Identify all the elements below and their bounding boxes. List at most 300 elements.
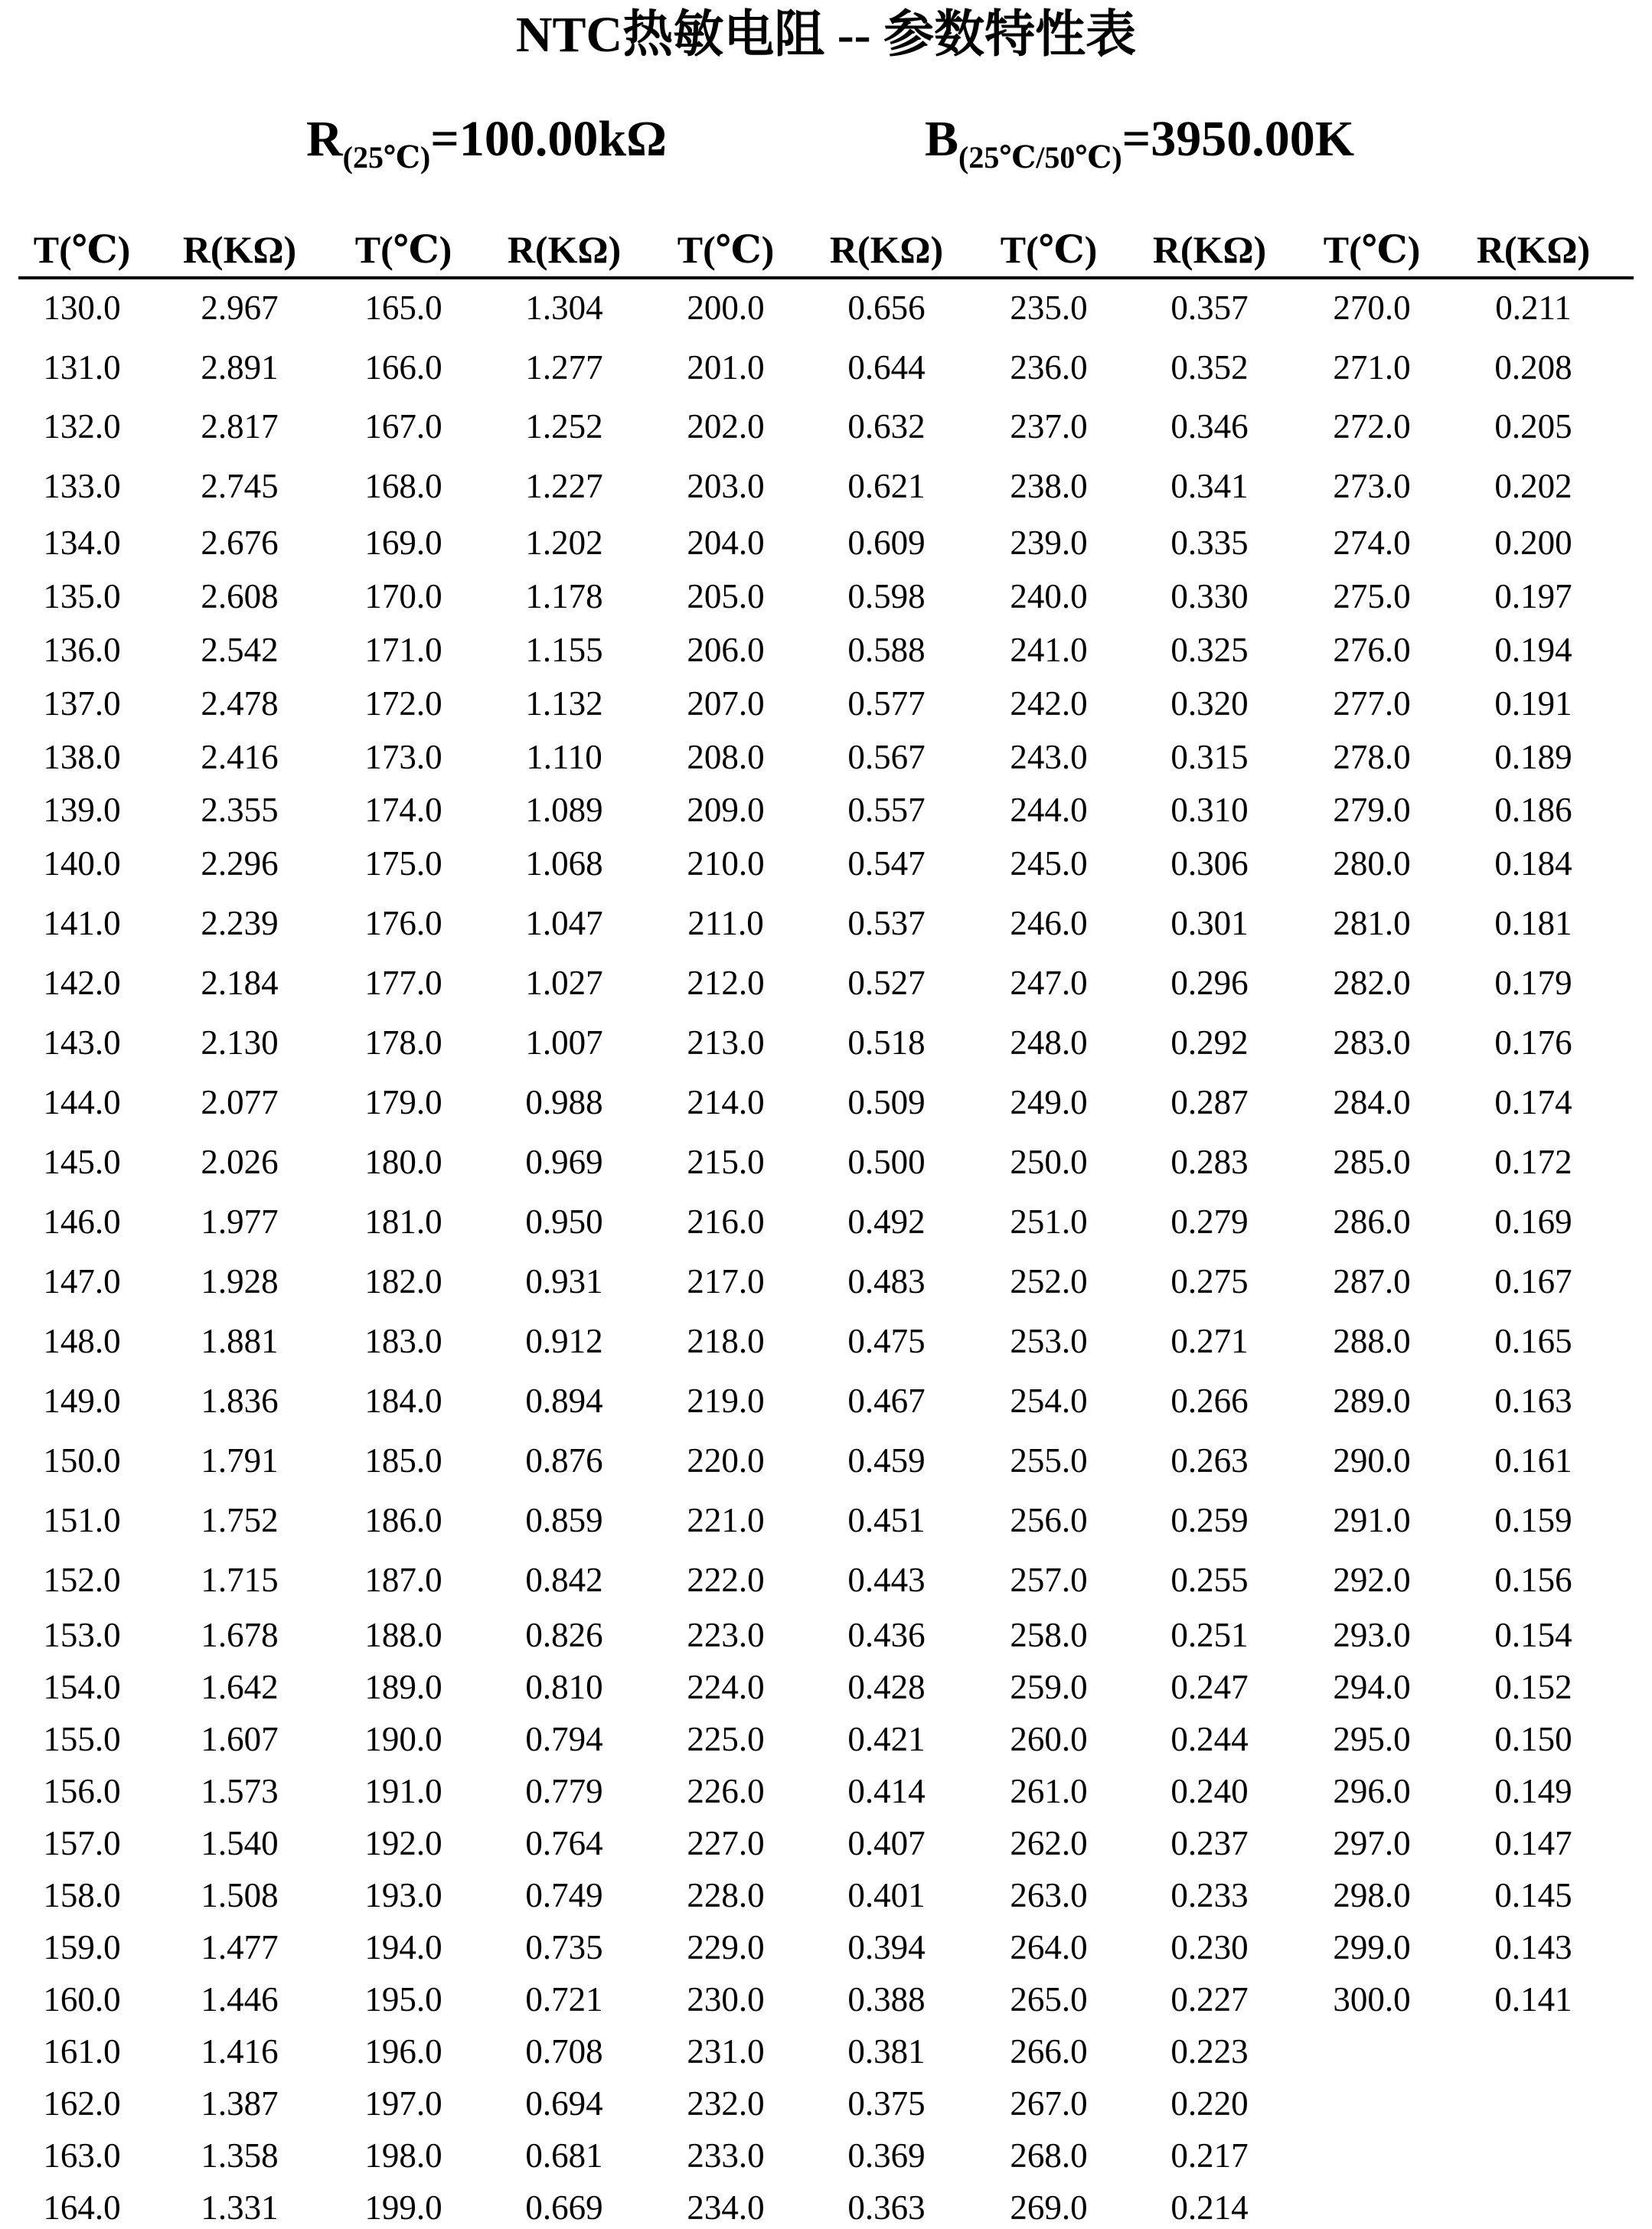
temperature-cell: 280.0 xyxy=(1333,844,1411,883)
resistance-cell: 0.259 xyxy=(1170,1501,1249,1539)
temperature-cell: 282.0 xyxy=(1333,964,1411,1002)
temperature-cell: 187.0 xyxy=(364,1561,442,1599)
header-divider xyxy=(18,276,1634,279)
temperature-column-header: T(℃) xyxy=(354,228,452,271)
resistance-column-header: R(KΩ) xyxy=(1152,228,1267,271)
temperature-cell: 191.0 xyxy=(364,1772,442,1810)
temperature-cell: 256.0 xyxy=(1010,1501,1088,1539)
resistance-cell: 0.407 xyxy=(847,1824,926,1862)
resistance-param-value: =100.00kΩ xyxy=(430,111,667,167)
resistance-cell: 2.077 xyxy=(201,1083,279,1121)
temperature-cell: 183.0 xyxy=(364,1322,442,1360)
temperature-cell: 211.0 xyxy=(687,904,764,942)
resistance-cell: 0.266 xyxy=(1170,1382,1249,1420)
temperature-cell: 170.0 xyxy=(364,577,442,615)
temperature-column-header: T(℃) xyxy=(33,228,131,271)
temperature-cell: 275.0 xyxy=(1333,577,1411,615)
temperature-cell: 154.0 xyxy=(43,1668,121,1706)
resistance-cell: 0.557 xyxy=(847,791,926,829)
resistance-cell: 0.172 xyxy=(1494,1143,1572,1181)
temperature-cell: 199.0 xyxy=(364,2188,442,2227)
temperature-cell: 215.0 xyxy=(687,1143,765,1181)
resistance-cell: 1.881 xyxy=(201,1322,279,1360)
temperature-cell: 136.0 xyxy=(43,631,121,669)
resistance-cell: 1.178 xyxy=(525,577,603,615)
resistance-cell: 0.330 xyxy=(1170,577,1249,615)
temperature-cell: 160.0 xyxy=(43,1980,121,2019)
temperature-cell: 131.0 xyxy=(43,348,121,387)
resistance-cell: 0.632 xyxy=(847,407,926,445)
resistance-cell: 1.540 xyxy=(201,1824,279,1862)
resistance-cell: 0.202 xyxy=(1494,467,1572,505)
resistance-cell: 0.169 xyxy=(1494,1203,1572,1241)
temperature-cell: 133.0 xyxy=(43,467,121,505)
temperature-cell: 175.0 xyxy=(364,844,442,883)
resistance-cell: 2.478 xyxy=(201,684,279,723)
resistance-cell: 0.537 xyxy=(847,904,926,942)
resistance-cell: 0.421 xyxy=(847,1720,926,1758)
resistance-cell: 0.306 xyxy=(1170,844,1249,883)
resistance-cell: 0.233 xyxy=(1170,1876,1249,1914)
temperature-cell: 253.0 xyxy=(1010,1322,1088,1360)
resistance-param xyxy=(306,109,667,188)
resistance-cell: 0.369 xyxy=(847,2136,926,2175)
temperature-cell: 251.0 xyxy=(1010,1203,1088,1241)
temperature-cell: 252.0 xyxy=(1010,1262,1088,1301)
resistance-cell: 0.223 xyxy=(1170,2032,1249,2071)
resistance-cell: 0.287 xyxy=(1170,1083,1249,1121)
resistance-cell: 1.678 xyxy=(201,1616,279,1654)
resistance-cell: 1.752 xyxy=(201,1501,279,1539)
resistance-cell: 0.694 xyxy=(525,2084,603,2123)
temperature-cell: 152.0 xyxy=(43,1561,121,1599)
resistance-cell: 0.681 xyxy=(525,2136,603,2175)
temperature-cell: 292.0 xyxy=(1333,1561,1411,1599)
resistance-cell: 0.191 xyxy=(1494,684,1572,723)
temperature-cell: 220.0 xyxy=(687,1441,765,1480)
resistance-cell: 0.341 xyxy=(1170,467,1249,505)
temperature-cell: 268.0 xyxy=(1010,2136,1088,2175)
resistance-column-header: R(KΩ) xyxy=(1476,228,1591,271)
resistance-cell: 2.676 xyxy=(201,524,279,562)
resistance-cell: 2.184 xyxy=(201,964,279,1002)
resistance-cell: 0.335 xyxy=(1170,524,1249,562)
temperature-cell: 194.0 xyxy=(364,1928,442,1966)
resistance-param-symbol: R xyxy=(306,111,343,167)
resistance-cell: 0.283 xyxy=(1170,1143,1249,1181)
temperature-cell: 232.0 xyxy=(687,2084,765,2123)
resistance-cell: 0.296 xyxy=(1170,964,1249,1002)
temperature-cell: 286.0 xyxy=(1333,1203,1411,1241)
resistance-cell: 1.836 xyxy=(201,1382,279,1420)
resistance-cell: 0.227 xyxy=(1170,1980,1249,2019)
resistance-cell: 0.163 xyxy=(1494,1382,1572,1420)
resistance-cell: 0.577 xyxy=(847,684,926,723)
resistance-cell: 0.381 xyxy=(847,2032,926,2071)
resistance-cell: 0.247 xyxy=(1170,1668,1249,1706)
resistance-cell: 0.161 xyxy=(1494,1441,1572,1480)
temperature-cell: 245.0 xyxy=(1010,844,1088,883)
resistance-cell: 0.176 xyxy=(1494,1023,1572,1062)
resistance-cell: 0.492 xyxy=(847,1203,926,1241)
resistance-cell: 0.794 xyxy=(525,1720,603,1758)
resistance-cell: 1.358 xyxy=(201,2136,279,2175)
resistance-cell: 1.227 xyxy=(525,467,603,505)
temperature-cell: 210.0 xyxy=(687,844,765,883)
temperature-cell: 241.0 xyxy=(1010,631,1088,669)
temperature-cell: 174.0 xyxy=(364,791,442,829)
temperature-cell: 230.0 xyxy=(687,1980,765,2019)
temperature-cell: 279.0 xyxy=(1333,791,1411,829)
temperature-cell: 162.0 xyxy=(43,2084,121,2123)
temperature-cell: 205.0 xyxy=(687,577,765,615)
temperature-cell: 146.0 xyxy=(43,1203,121,1241)
resistance-cell: 0.588 xyxy=(847,631,926,669)
temperature-cell: 284.0 xyxy=(1333,1083,1411,1121)
resistance-cell: 0.255 xyxy=(1170,1561,1249,1599)
temperature-cell: 272.0 xyxy=(1333,407,1411,445)
temperature-cell: 149.0 xyxy=(43,1382,121,1420)
temperature-cell: 208.0 xyxy=(687,738,765,776)
temperature-cell: 161.0 xyxy=(43,2032,121,2071)
temperature-cell: 141.0 xyxy=(43,904,121,942)
temperature-cell: 273.0 xyxy=(1333,467,1411,505)
temperature-column-header: T(℃) xyxy=(1000,228,1098,271)
b-value-param-symbol: B xyxy=(925,111,959,167)
resistance-cell: 1.047 xyxy=(525,904,603,942)
temperature-cell: 237.0 xyxy=(1010,407,1088,445)
resistance-cell: 1.446 xyxy=(201,1980,279,2019)
resistance-cell: 0.876 xyxy=(525,1441,603,1480)
temperature-cell: 276.0 xyxy=(1333,631,1411,669)
temperature-column-header: T(℃) xyxy=(1323,228,1421,271)
temperature-cell: 243.0 xyxy=(1010,738,1088,776)
resistance-cell: 0.141 xyxy=(1494,1980,1572,2019)
resistance-cell: 0.165 xyxy=(1494,1322,1572,1360)
temperature-cell: 277.0 xyxy=(1333,684,1411,723)
resistance-cell: 0.656 xyxy=(847,289,926,327)
temperature-cell: 222.0 xyxy=(687,1561,765,1599)
temperature-cell: 192.0 xyxy=(364,1824,442,1862)
resistance-cell: 0.325 xyxy=(1170,631,1249,669)
temperature-cell: 219.0 xyxy=(687,1382,765,1420)
resistance-cell: 0.842 xyxy=(525,1561,603,1599)
resistance-cell: 0.263 xyxy=(1170,1441,1249,1480)
temperature-cell: 186.0 xyxy=(364,1501,442,1539)
temperature-cell: 294.0 xyxy=(1333,1668,1411,1706)
resistance-cell: 0.200 xyxy=(1494,524,1572,562)
resistance-cell: 0.894 xyxy=(525,1382,603,1420)
temperature-cell: 143.0 xyxy=(43,1023,121,1062)
temperature-cell: 231.0 xyxy=(687,2032,765,2071)
temperature-cell: 255.0 xyxy=(1010,1441,1088,1480)
resistance-cell: 0.292 xyxy=(1170,1023,1249,1062)
temperature-cell: 206.0 xyxy=(687,631,765,669)
resistance-column-header: R(KΩ) xyxy=(507,228,622,271)
temperature-cell: 263.0 xyxy=(1010,1876,1088,1914)
temperature-cell: 283.0 xyxy=(1333,1023,1411,1062)
resistance-cell: 1.477 xyxy=(201,1928,279,1966)
resistance-cell: 0.237 xyxy=(1170,1824,1249,1862)
temperature-cell: 157.0 xyxy=(43,1824,121,1862)
resistance-cell: 0.509 xyxy=(847,1083,926,1121)
resistance-cell: 1.027 xyxy=(525,964,603,1002)
resistance-cell: 0.357 xyxy=(1170,289,1249,327)
temperature-cell: 173.0 xyxy=(364,738,442,776)
temperature-cell: 167.0 xyxy=(364,407,442,445)
temperature-cell: 153.0 xyxy=(43,1616,121,1654)
resistance-cell: 1.791 xyxy=(201,1441,279,1480)
resistance-cell: 0.346 xyxy=(1170,407,1249,445)
resistance-cell: 0.459 xyxy=(847,1441,926,1480)
resistance-cell: 0.609 xyxy=(847,524,926,562)
temperature-cell: 200.0 xyxy=(687,289,765,327)
temperature-cell: 235.0 xyxy=(1010,289,1088,327)
resistance-cell: 0.475 xyxy=(847,1322,926,1360)
temperature-cell: 261.0 xyxy=(1010,1772,1088,1810)
resistance-cell: 1.155 xyxy=(525,631,603,669)
temperature-cell: 289.0 xyxy=(1333,1382,1411,1420)
b-value-param-value: =3950.00K xyxy=(1121,111,1355,167)
resistance-cell: 0.500 xyxy=(847,1143,926,1181)
temperature-cell: 171.0 xyxy=(364,631,442,669)
resistance-param-condition: (25℃) xyxy=(342,140,431,175)
temperature-cell: 156.0 xyxy=(43,1772,121,1810)
temperature-cell: 244.0 xyxy=(1010,791,1088,829)
resistance-column-header: R(KΩ) xyxy=(182,228,297,271)
temperature-cell: 155.0 xyxy=(43,1720,121,1758)
temperature-cell: 257.0 xyxy=(1010,1561,1088,1599)
resistance-cell: 1.331 xyxy=(201,2188,279,2227)
resistance-cell: 0.988 xyxy=(525,1083,603,1121)
resistance-cell: 2.817 xyxy=(201,407,279,445)
temperature-cell: 213.0 xyxy=(687,1023,765,1062)
temperature-cell: 278.0 xyxy=(1333,738,1411,776)
resistance-cell: 0.388 xyxy=(847,1980,926,2019)
resistance-cell: 2.296 xyxy=(201,844,279,883)
resistance-cell: 1.715 xyxy=(201,1561,279,1599)
resistance-cell: 0.208 xyxy=(1494,348,1572,387)
resistance-cell: 2.891 xyxy=(201,348,279,387)
resistance-cell: 0.764 xyxy=(525,1824,603,1862)
temperature-cell: 267.0 xyxy=(1010,2084,1088,2123)
resistance-cell: 0.150 xyxy=(1494,1720,1572,1758)
temperature-cell: 185.0 xyxy=(364,1441,442,1480)
resistance-cell: 0.211 xyxy=(1495,289,1572,327)
temperature-cell: 201.0 xyxy=(687,348,765,387)
resistance-cell: 0.271 xyxy=(1170,1322,1249,1360)
temperature-cell: 180.0 xyxy=(364,1143,442,1181)
temperature-cell: 196.0 xyxy=(364,2032,442,2071)
temperature-cell: 254.0 xyxy=(1010,1382,1088,1420)
temperature-cell: 239.0 xyxy=(1010,524,1088,562)
temperature-cell: 224.0 xyxy=(687,1668,765,1706)
temperature-cell: 297.0 xyxy=(1333,1824,1411,1862)
temperature-cell: 223.0 xyxy=(687,1616,765,1654)
resistance-cell: 1.007 xyxy=(525,1023,603,1062)
temperature-cell: 271.0 xyxy=(1333,348,1411,387)
resistance-cell: 0.912 xyxy=(525,1322,603,1360)
resistance-cell: 1.304 xyxy=(525,289,603,327)
temperature-cell: 233.0 xyxy=(687,2136,765,2175)
temperature-cell: 177.0 xyxy=(364,964,442,1002)
temperature-cell: 182.0 xyxy=(364,1262,442,1301)
temperature-cell: 142.0 xyxy=(43,964,121,1002)
resistance-cell: 0.152 xyxy=(1494,1668,1572,1706)
resistance-cell: 0.483 xyxy=(847,1262,926,1301)
temperature-cell: 189.0 xyxy=(364,1668,442,1706)
temperature-cell: 150.0 xyxy=(43,1441,121,1480)
temperature-cell: 212.0 xyxy=(687,964,765,1002)
resistance-cell: 0.428 xyxy=(847,1668,926,1706)
resistance-cell: 0.275 xyxy=(1170,1262,1249,1301)
resistance-cell: 0.315 xyxy=(1170,738,1249,776)
resistance-cell: 2.608 xyxy=(201,577,279,615)
resistance-cell: 0.184 xyxy=(1494,844,1572,883)
temperature-cell: 166.0 xyxy=(364,348,442,387)
temperature-cell: 281.0 xyxy=(1333,904,1411,942)
temperature-cell: 202.0 xyxy=(687,407,765,445)
temperature-cell: 216.0 xyxy=(687,1203,765,1241)
resistance-cell: 0.621 xyxy=(847,467,926,505)
temperature-cell: 158.0 xyxy=(43,1876,121,1914)
resistance-cell: 0.156 xyxy=(1494,1561,1572,1599)
resistance-cell: 2.239 xyxy=(201,904,279,942)
resistance-cell: 0.644 xyxy=(847,348,926,387)
temperature-cell: 262.0 xyxy=(1010,1824,1088,1862)
temperature-cell: 165.0 xyxy=(364,289,442,327)
resistance-cell: 1.928 xyxy=(201,1262,279,1301)
resistance-cell: 0.159 xyxy=(1494,1501,1572,1539)
temperature-cell: 195.0 xyxy=(364,1980,442,2019)
resistance-cell: 0.931 xyxy=(525,1262,603,1301)
resistance-cell: 0.230 xyxy=(1170,1928,1249,1966)
temperature-cell: 274.0 xyxy=(1333,524,1411,562)
resistance-cell: 2.416 xyxy=(201,738,279,776)
resistance-cell: 0.194 xyxy=(1494,631,1572,669)
temperature-cell: 134.0 xyxy=(43,524,121,562)
resistance-cell: 1.642 xyxy=(201,1668,279,1706)
temperature-cell: 269.0 xyxy=(1010,2188,1088,2227)
temperature-cell: 193.0 xyxy=(364,1876,442,1914)
resistance-cell: 0.443 xyxy=(847,1561,926,1599)
resistance-cell: 0.810 xyxy=(525,1668,603,1706)
temperature-cell: 197.0 xyxy=(364,2084,442,2123)
temperature-cell: 247.0 xyxy=(1010,964,1088,1002)
resistance-cell: 0.950 xyxy=(525,1203,603,1241)
temperature-cell: 159.0 xyxy=(43,1928,121,1966)
temperature-cell: 198.0 xyxy=(364,2136,442,2175)
temperature-cell: 229.0 xyxy=(687,1928,765,1966)
temperature-cell: 250.0 xyxy=(1010,1143,1088,1181)
resistance-cell: 0.205 xyxy=(1494,407,1572,445)
resistance-cell: 0.186 xyxy=(1494,791,1572,829)
resistance-cell: 1.202 xyxy=(525,524,603,562)
resistance-cell: 0.220 xyxy=(1170,2084,1249,2123)
temperature-cell: 217.0 xyxy=(687,1262,765,1301)
temperature-cell: 298.0 xyxy=(1333,1876,1411,1914)
temperature-cell: 300.0 xyxy=(1333,1980,1411,2019)
temperature-cell: 296.0 xyxy=(1333,1772,1411,1810)
temperature-cell: 291.0 xyxy=(1333,1501,1411,1539)
resistance-cell: 0.749 xyxy=(525,1876,603,1914)
resistance-cell: 0.240 xyxy=(1170,1772,1249,1810)
resistance-cell: 0.859 xyxy=(525,1501,603,1539)
resistance-cell: 1.252 xyxy=(525,407,603,445)
temperature-cell: 178.0 xyxy=(364,1023,442,1062)
resistance-cell: 1.387 xyxy=(201,2084,279,2123)
resistance-cell: 0.189 xyxy=(1494,738,1572,776)
resistance-cell: 1.977 xyxy=(201,1203,279,1241)
resistance-cell: 0.279 xyxy=(1170,1203,1249,1241)
temperature-cell: 242.0 xyxy=(1010,684,1088,723)
temperature-cell: 135.0 xyxy=(43,577,121,615)
resistance-column-header: R(KΩ) xyxy=(829,228,944,271)
resistance-cell: 1.416 xyxy=(201,2032,279,2071)
resistance-cell: 1.277 xyxy=(525,348,603,387)
temperature-cell: 147.0 xyxy=(43,1262,121,1301)
temperature-cell: 207.0 xyxy=(687,684,765,723)
temperature-cell: 227.0 xyxy=(687,1824,765,1862)
b-value-param-condition: (25℃/50℃) xyxy=(958,140,1122,175)
temperature-cell: 137.0 xyxy=(43,684,121,723)
resistance-cell: 0.721 xyxy=(525,1980,603,2019)
resistance-cell: 1.607 xyxy=(201,1720,279,1758)
temperature-cell: 265.0 xyxy=(1010,1980,1088,2019)
resistance-cell: 0.735 xyxy=(525,1928,603,1966)
temperature-cell: 184.0 xyxy=(364,1382,442,1420)
temperature-cell: 151.0 xyxy=(43,1501,121,1539)
temperature-cell: 260.0 xyxy=(1010,1720,1088,1758)
temperature-cell: 259.0 xyxy=(1010,1668,1088,1706)
resistance-cell: 0.174 xyxy=(1494,1083,1572,1121)
temperature-cell: 238.0 xyxy=(1010,467,1088,505)
resistance-cell: 0.149 xyxy=(1494,1772,1572,1810)
temperature-column-header: T(℃) xyxy=(677,228,775,271)
resistance-cell: 0.154 xyxy=(1494,1616,1572,1654)
resistance-cell: 0.363 xyxy=(847,2188,926,2227)
resistance-cell: 0.167 xyxy=(1494,1262,1572,1301)
temperature-cell: 145.0 xyxy=(43,1143,121,1181)
resistance-cell: 0.375 xyxy=(847,2084,926,2123)
resistance-cell: 0.547 xyxy=(847,844,926,883)
temperature-cell: 249.0 xyxy=(1010,1083,1088,1121)
temperature-cell: 190.0 xyxy=(364,1720,442,1758)
resistance-cell: 1.089 xyxy=(525,791,603,829)
temperature-cell: 188.0 xyxy=(364,1616,442,1654)
resistance-cell: 0.244 xyxy=(1170,1720,1249,1758)
resistance-cell: 0.143 xyxy=(1494,1928,1572,1966)
temperature-cell: 248.0 xyxy=(1010,1023,1088,1062)
resistance-cell: 1.110 xyxy=(526,738,602,776)
temperature-cell: 258.0 xyxy=(1010,1616,1088,1654)
b-value-param xyxy=(925,109,1354,188)
resistance-cell: 1.573 xyxy=(201,1772,279,1810)
resistance-cell: 2.745 xyxy=(201,467,279,505)
temperature-cell: 209.0 xyxy=(687,791,765,829)
temperature-cell: 181.0 xyxy=(364,1203,442,1241)
resistance-cell: 0.708 xyxy=(525,2032,603,2071)
resistance-cell: 0.969 xyxy=(525,1143,603,1181)
temperature-cell: 130.0 xyxy=(43,289,121,327)
temperature-cell: 179.0 xyxy=(364,1083,442,1121)
resistance-cell: 0.310 xyxy=(1170,791,1249,829)
temperature-cell: 176.0 xyxy=(364,904,442,942)
resistance-cell: 0.352 xyxy=(1170,348,1249,387)
temperature-cell: 246.0 xyxy=(1010,904,1088,942)
resistance-cell: 0.197 xyxy=(1494,577,1572,615)
temperature-cell: 225.0 xyxy=(687,1720,765,1758)
